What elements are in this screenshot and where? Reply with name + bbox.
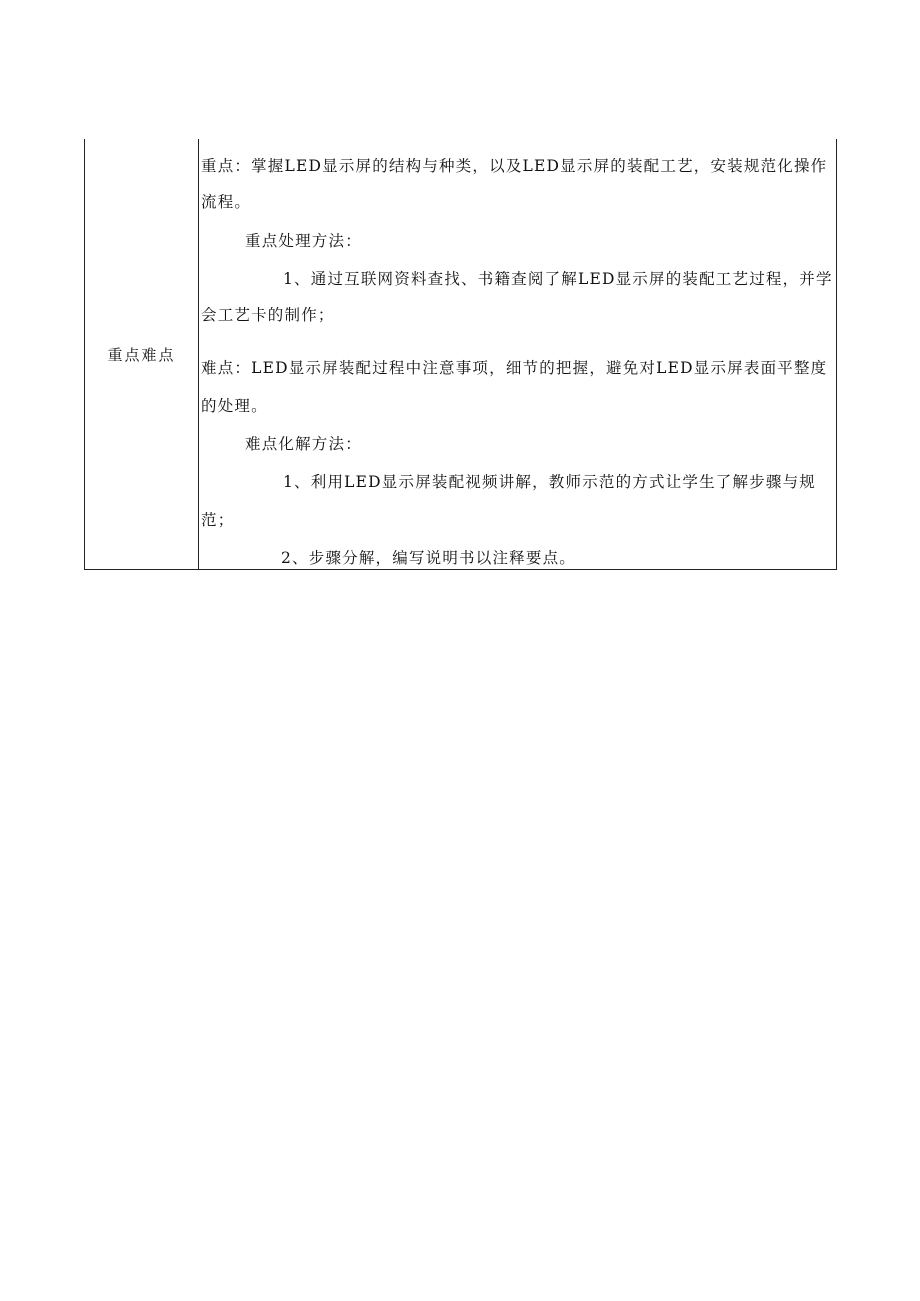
key-point-method-1-line-1: 1、通过互联网资料查找、书籍查阅了解LED显示屏的装配工艺过程，并学: [283, 270, 833, 288]
difficulty-method-1-line-2: 范；: [201, 511, 235, 529]
difficulty-line-2: 的处理。: [201, 397, 268, 415]
row-label: 重点难点: [85, 139, 199, 570]
row-content: [199, 139, 837, 570]
difficulty-line-1: 难点：LED显示屏装配过程中注意事项，细节的把握，避免对LED显示屏表面平整度: [201, 359, 828, 377]
key-point-method-1-line-2: 会工艺卡的制作；: [201, 306, 335, 324]
table-row: [85, 139, 837, 570]
lesson-plan-table: [84, 139, 837, 570]
key-point-line-2: 流程。: [201, 193, 252, 211]
key-point-method-heading: 重点处理方法：: [245, 232, 362, 250]
difficulty-method-heading: 难点化解方法：: [245, 435, 362, 453]
key-point-line-1: 重点：掌握LED显示屏的结构与种类，以及LED显示屏的装配工艺，安装规范化操作: [201, 157, 828, 175]
difficulty-method-2: 2、步骤分解，编写说明书以注释要点。: [281, 549, 576, 567]
difficulty-method-1-line-1: 1、利用LED显示屏装配视频讲解，教师示范的方式让学生了解步骤与规: [283, 473, 816, 491]
